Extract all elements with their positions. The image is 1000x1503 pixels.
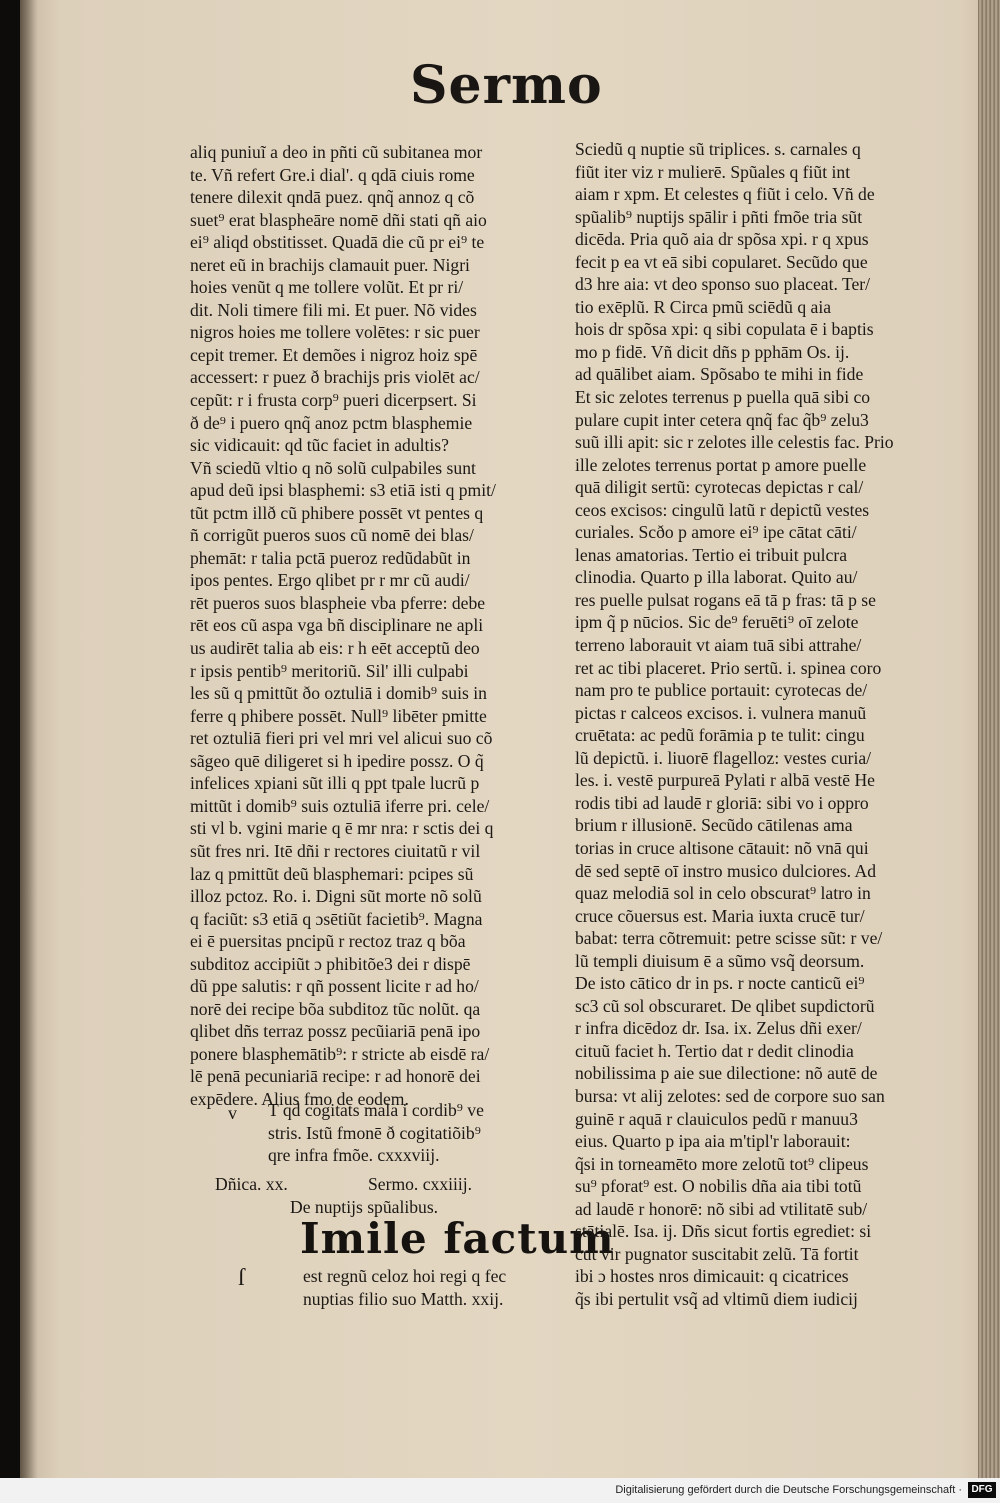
text-line: laz q pmittũt deũ blasphemari: pcipes sũ bbox=[190, 863, 474, 884]
page-fore-edge bbox=[978, 0, 1000, 1478]
text-line: sũt fres nri. Itē dñi r rectores ciuitatũ r vil bbox=[190, 840, 481, 861]
text-line: brium r illusionē. Secũdo cātilenas ama bbox=[575, 815, 853, 836]
text-line: curiales. Scðo p amore ei⁹ ipe cātat cāti/ bbox=[575, 522, 857, 543]
text-line: aliq puniuĩ a deo in pñti cũ subitanea mor bbox=[190, 142, 483, 162]
text-line: su⁹ pforat⁹ est. O nobilis dña aia tibi totũ bbox=[575, 1176, 862, 1197]
text-line: ei ē puersitas pncipũ r rectoz traz q bõa bbox=[190, 931, 466, 952]
incipit-heading: Imile factum bbox=[300, 1214, 615, 1263]
dominica-label: Dñica. xx. bbox=[215, 1174, 288, 1194]
text-line: apud deũ ipsi blasphemi: s3 etiā isti q pmit/ bbox=[190, 480, 496, 501]
text-line: norē dei recipe bõa subditoz tũc nolũt. qa bbox=[190, 998, 481, 1019]
marginal-letter-v: v bbox=[228, 1103, 237, 1123]
text-line: ð de⁹ i puero qnq̃ anoz pctm blasphemie bbox=[190, 412, 473, 433]
text-line: rēt pueros suos blaspheie vba pferre: debe bbox=[190, 592, 486, 613]
text-line: q̃s ibi pertulit vsq̃ ad vltimũ diem iudicij bbox=[575, 1288, 858, 1309]
right-column bbox=[575, 138, 940, 1310]
text-line: rodis tibi ad laudē r gloriā: sibi vo i oppro bbox=[575, 792, 869, 813]
text-line: quaz melodiā sol in celo obscurat⁹ latro in bbox=[575, 883, 871, 904]
text-line: ei⁹ aliqd obstitisset. Quadā die cũ pr ei⁹ te bbox=[190, 232, 485, 253]
text-line: ret oztuliā fieri pri vel mri vel alicui suo cõ bbox=[190, 728, 493, 749]
text-line: ipos pentes. Ergo qlibet pr r mr cũ audi/ bbox=[190, 570, 470, 591]
text-line: lũ depictũ. i. liuorē flagelloz: vestes curia/ bbox=[575, 747, 872, 768]
text-line: lenas amatorias. Tertio ei tribuit pulcra bbox=[575, 544, 848, 565]
text-line: suet⁹ erat blaspheāre nomē dñi stati qñ aio bbox=[190, 209, 487, 230]
text-line: ret ac tibi placeret. Prio sertũ. i. spinea coro bbox=[575, 657, 882, 678]
text-line: clinodia. Quarto p illa laborat. Quito au/ bbox=[575, 567, 858, 588]
text-line: Sciedũ q nuptie sũ triplices. s. carnales q bbox=[575, 139, 861, 159]
text-line: aiam r xpm. Et celestes q fiũt i celo. Vñ de bbox=[575, 184, 875, 205]
text-line: lē penā pecuniariā recipe: r ad honorē dei bbox=[190, 1066, 481, 1087]
text-line: us audirēt talia ab eis: r h eēt acceptũ deo bbox=[190, 638, 480, 659]
text-line: Et sic zelotes terrenus p puella quā sibi co bbox=[575, 387, 871, 408]
text-line: suũ illi apit: sic r zelotes ille celestis fac. Prio bbox=[575, 432, 894, 453]
text-line: bursa: vt alij zelotes: sed de corpore suo san bbox=[575, 1085, 885, 1106]
text-line: fiũt iter viz r mulierē. Spũales q fiũt int bbox=[575, 161, 851, 182]
text-line: pulare cupit inter cetera qnq̃ fac q̃b⁹ zelu3 bbox=[575, 409, 869, 430]
text-line: cepit tremer. Et demões i nigroz hoiz spē bbox=[190, 344, 478, 365]
left-column-continuation bbox=[268, 1099, 558, 1167]
text-line: T qd cogitats mala i cordib⁹ ve bbox=[268, 1100, 484, 1120]
text-line: dē sed septē oī instro musico dulciores. Ad bbox=[575, 860, 877, 881]
text-line: eius. Quarto p ipa aia m'tipl'r laborauit: bbox=[575, 1131, 851, 1152]
text-line: dicēda. Pria quõ aia dr spõsa xpi. r q xpus bbox=[575, 229, 869, 250]
dfg-logo: DFG bbox=[968, 1482, 996, 1498]
text-line: qre infra fmõe. cxxxviij. bbox=[268, 1145, 440, 1166]
text-line: ad laudē r honorē: nõ sibi ad vtilitatē sub/ bbox=[575, 1198, 868, 1219]
text-line: ille zelotes terrenus portat p amore puelle bbox=[575, 454, 867, 475]
sermon-subtitle: De nuptijs spũalibus. bbox=[290, 1197, 439, 1217]
text-line: nuptias filio suo Matth. xxij. bbox=[303, 1288, 504, 1309]
text-line: spũalib⁹ nuptijs spālir i pñti fmõe tria sũt bbox=[575, 206, 863, 227]
text-line: tio exēplũ. R Circa pmũ sciēdũ q aia bbox=[575, 296, 832, 317]
text-line: hois dr spõsa xpi: q sibi copulata ē i baptis bbox=[575, 319, 874, 340]
gutter-shadow bbox=[20, 0, 38, 1478]
text-line: nam pro te publice portauit: cyrotecas de/ bbox=[575, 680, 868, 701]
text-line: q faciũt: s3 etiā q ɔsētiũt facietib⁹. Magna bbox=[190, 908, 483, 929]
text-line: torias in cruce altisone cātauit: nõ vnā qui bbox=[575, 837, 869, 858]
text-line: cepũt: r i frusta corp⁹ pueri dicerpsert. Si bbox=[190, 390, 477, 411]
text-line: sc3 cũ sol obscuraret. De qlibet supdictorũ bbox=[575, 995, 875, 1016]
running-head: Sermo bbox=[410, 55, 603, 116]
text-line: res puelle pulsat rogans eā tā p fras: tā p se bbox=[575, 589, 876, 610]
text-line: cituũ faciet h. Tertio dat r dedit clinodia bbox=[575, 1040, 854, 1061]
text-line: ponere blasphemātib⁹: r stricte ab eisdē ra/ bbox=[190, 1043, 490, 1064]
text-line: r ipsis pentib⁹ meritoriũ. Sil' illi culpabi bbox=[190, 660, 469, 681]
text-line: fecit p ea vt eā sibi copularet. Secũdo que bbox=[575, 251, 868, 272]
text-line: les sũ q pmittũt ðo oztuliā i domib⁹ suis in bbox=[190, 683, 487, 704]
text-line: qlibet dñs terraz possz pecũiariā penā ipo bbox=[190, 1021, 481, 1042]
footer-credit: Digitalisierung gefördert durch die Deutsche Forschungsgemeinschaft · bbox=[615, 1484, 962, 1496]
text-line: De isto cātico dr in ps. r nocte canticũ ei⁹ bbox=[575, 973, 865, 994]
text-line: nigros hoies me tollere volētes: r sic puer bbox=[190, 322, 480, 343]
text-line: ipm q̃ p nūcios. Sic de⁹ feruēti⁹ oī zelote bbox=[575, 612, 859, 633]
text-line: illoz pctoz. Ro. i. Digni sũt morte nõ solũ bbox=[190, 886, 482, 907]
text-line: est regnũ celoz hoi regi q fec bbox=[303, 1266, 507, 1286]
text-line: neret eũ in brachijs clamauit puer. Nigri bbox=[190, 254, 470, 275]
text-line: cruce cõuersus est. Maria iuxta crucē tur/ bbox=[575, 905, 865, 926]
text-line: expēdere. Alius fmo de eodem. bbox=[190, 1088, 409, 1109]
text-line: ñ corrigũt pueros suos cũ nomē dei blas/ bbox=[190, 525, 474, 546]
text-line: quā diligit sertũ: cyrotecas depictas r cal/ bbox=[575, 477, 864, 498]
text-line: phemāt: r talia pctā pueroz redũdabũt in bbox=[190, 547, 471, 568]
text-line: dũ ppe salutis: r qñ possent licite r ad ho/ bbox=[190, 976, 479, 997]
text-line: subditoz accipiũt ɔ phibitõe3 dei r dispē bbox=[190, 953, 471, 974]
text-line: accessert: r puez ð brachijs pris violēt ac/ bbox=[190, 367, 480, 388]
text-line: lũ templi diuisum ē a sũmo vsq̃ deorsum. bbox=[575, 950, 865, 971]
text-line: te. Vñ refert Gre.i dial'. q qdā ciuis rome bbox=[190, 164, 475, 185]
text-line: ad quālibet aiam. Spõsabo te mihi in fide bbox=[575, 364, 864, 385]
text-line: mittũt i domib⁹ suis oztuliā iferre pri. cele/ bbox=[190, 795, 490, 816]
text-line: les. i. vestē purpureā Pylati r albā vestē He bbox=[575, 770, 875, 791]
text-line: sãgeo quē diligeret si h ipedire possz. O q̃ bbox=[190, 750, 484, 771]
text-line: rēt eos cũ aspa vga bñ disciplinare ne apli bbox=[190, 615, 484, 636]
text-line: dit. Noli timere fili mi. Et puer. Nõ vides bbox=[190, 299, 477, 320]
text-line: cut vir pugnator suscitabit zelũ. Tā fortit bbox=[575, 1243, 859, 1264]
text-line: guinē r aquā r clauiculos pedũ r manuu3 bbox=[575, 1108, 858, 1129]
text-line: terreno laborauit vt aiam tuā sibi attrahe/ bbox=[575, 635, 862, 656]
text-line: q̃si in torneamēto more zelotũ tot⁹ clipeus bbox=[575, 1153, 869, 1174]
text-line: sic vidicauit: qd tũc faciet in adultis? bbox=[190, 435, 449, 456]
text-line: mo p fidē. Vñ dicit dñs p pphām Os. ij. bbox=[575, 341, 850, 362]
text-line: pictas r calceos excisos. i. vulnera manuũ bbox=[575, 702, 867, 723]
marginal-letter-s: ſ bbox=[238, 1265, 245, 1291]
text-line: cruētata: ac pedũ forāmia p te tulit: cingu bbox=[575, 725, 865, 746]
text-line: ferre q phibere possēt. Null⁹ libēter pmitte bbox=[190, 705, 487, 726]
text-line: stātialē. Isa. ij. Dñs sicut fortis egrediet: si bbox=[575, 1221, 872, 1242]
text-line: ceos excisos: cingulũ latũ r depictũ vestes bbox=[575, 499, 870, 520]
text-line: stris. Istũ fmonē ð cogitatiõib⁹ bbox=[268, 1122, 481, 1143]
text-line: babat: terra cõtremuit: petre scisse sũt: r ve/ bbox=[575, 928, 883, 949]
opening-text-lines bbox=[303, 1265, 563, 1310]
text-line: infelices xpiani sũt illi q ppt tpale lucrũ p bbox=[190, 773, 480, 794]
text-line: Vñ sciedũ vltio q nõ solũ culpabiles sunt bbox=[190, 457, 476, 478]
text-line: hoies venũt q me tollere volũt. Et pr ri/ bbox=[190, 277, 464, 298]
text-line: r infra dicēdoz dr. Isa. ix. Zelus dñi exer/ bbox=[575, 1018, 862, 1039]
text-line: sti vl b. vgini marie q ē mr nra: r sctis dei q bbox=[190, 818, 494, 839]
sermo-number: Sermo. cxxiiij. bbox=[368, 1174, 473, 1194]
text-line: nobilissima p aie sue dilectione: nõ autē de bbox=[575, 1063, 878, 1084]
text-line: tũt pctm illð cũ phibere possēt vt pentes q bbox=[190, 502, 484, 523]
text-line: tenere dilexit qndā puez. qnq̃ annoz q cõ bbox=[190, 187, 475, 208]
text-line: ibi ɔ hostes nros dimicauit: q cicatrices bbox=[575, 1266, 849, 1287]
text-line: d3 hre aia: vt deo sponso suo placeat. Ter/ bbox=[575, 274, 871, 295]
left-column bbox=[190, 141, 550, 1111]
